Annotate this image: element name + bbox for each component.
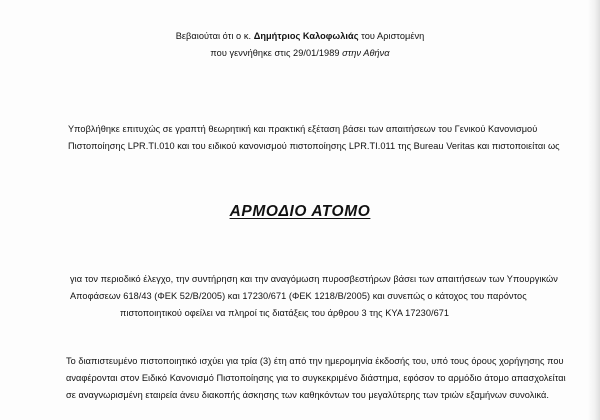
birth-prefix: που γεννήθηκε στις: [210, 48, 291, 58]
paragraph1-line1: Υποβλήθηκε επιτυχώς σε γραπτή θεωρητική και πρακτική εξέταση βάσει των απαιτήσεων του Γενικού Κανονισμού: [68, 124, 538, 134]
certification-statement-line: [0, 30, 600, 42]
scan-shadow-edge: [588, 0, 600, 420]
birth-place: στην Αθήνα: [342, 48, 390, 58]
certificate-title: ΑΡΜΟΔΙΟ ΑΤΟΜΟ: [229, 203, 371, 220]
paragraph3-line2: αναφέρονται στον Ειδικό Κανονισμό Πιστοποίησης για το συγκεκριμένο διάστημα, εφόσον το αρμόδιο άτομο απασχολείται: [66, 373, 566, 383]
paragraph2-line1: για τον περιοδικό έλεγχο, την συντήρηση και την αναγόμωση πυροσβεστήρων βάσει των απαιτήσεων των Υπουργικών: [70, 274, 558, 284]
holder-name: Δημήτριος Καλοφωλιάς: [253, 31, 359, 41]
father-name: του Αριστομένη: [361, 31, 425, 41]
paragraph3-line3: σε αναγνωρισμένη εταιρεία άνευ διακοπής άσκησης των καθηκόντων του μεγαλύτερης των τριών εξαμήνων συνολικά.: [66, 390, 549, 400]
statement-prefix: Βεβαιούται ότι ο κ.: [175, 31, 252, 41]
paragraph3-line1: Το διαπιστευμένο πιστοποιητικό ισχύει για τρία (3) έτη από την ημερομηνία έκδοσής του, υπό τους όρους χορήγησης που: [66, 356, 564, 366]
paragraph2-line3: πιστοποιητικού οφείλει να πληροί τις διατάξεις του άρθρου 3 της ΚΥΑ 17230/671: [120, 308, 450, 318]
birth-info-line: [0, 47, 600, 59]
paragraph1-line2: Πιστοποίησης LPR.TI.010 και του ειδικού κανονισμού πιστοποίησης LPR.TI.011 της Bureau Veritas και πιστοποιείται ως: [68, 141, 560, 151]
birth-date: 29/01/1989: [293, 48, 340, 58]
paragraph2-line2: Αποφάσεων 618/43 (ΦΕΚ 52/Β/2005) και 17230/671 (ΦΕΚ 1218/Β/2005) και συνεπώς ο κάτοχος του παρόντος: [70, 291, 527, 301]
